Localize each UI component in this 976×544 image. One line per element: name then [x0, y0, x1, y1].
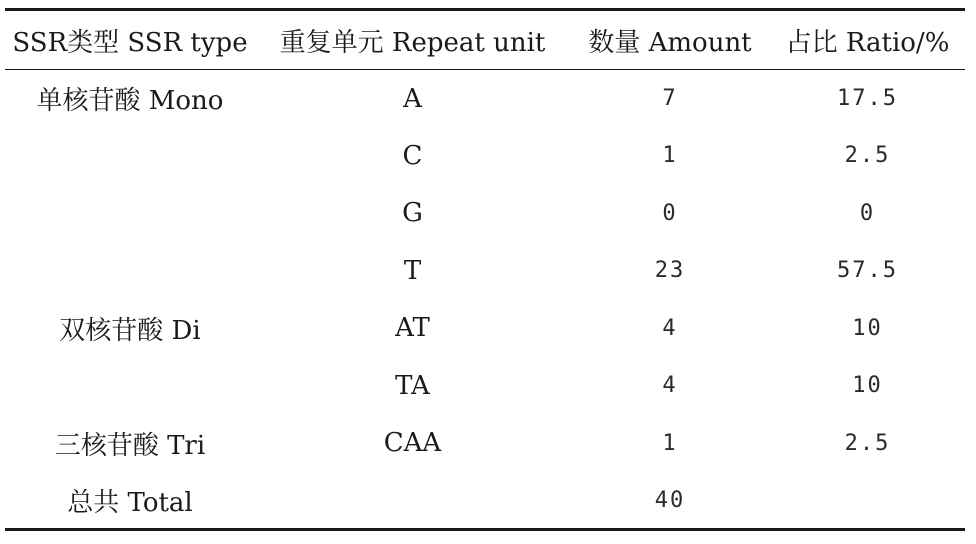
cell-ratio: 2.5	[844, 143, 891, 169]
table-row	[5, 70, 965, 128]
table-row-total	[5, 472, 965, 530]
cell-ratio: 2.5	[844, 430, 891, 456]
cell-ratio	[770, 472, 965, 530]
cell-ratio: 10	[852, 315, 883, 341]
table-header	[5, 10, 965, 70]
cell-amount: 23	[654, 258, 686, 284]
table-row	[5, 300, 965, 358]
cell-repeat-unit: CAA	[383, 428, 442, 459]
cell-amount: 4	[662, 315, 678, 341]
table-row	[5, 357, 965, 415]
cell-ratio: 10	[852, 373, 883, 399]
cell-amount: 1	[662, 430, 678, 456]
cell-ssr-type	[5, 357, 255, 415]
cell-repeat-unit: AT	[395, 313, 430, 344]
cell-amount: 1	[662, 143, 678, 169]
cell-repeat-unit: TA	[395, 370, 430, 401]
cell-amount: 0	[662, 200, 678, 226]
table-row	[5, 185, 965, 243]
cell-ssr-type	[5, 127, 255, 185]
cell-ssr-type: 单核苷酸 Mono	[36, 86, 224, 116]
ssr-table	[5, 8, 965, 531]
table-row	[5, 127, 965, 185]
cell-amount: 7	[662, 86, 678, 111]
cell-amount: 4	[662, 373, 678, 399]
cell-ssr-type: 双核苷酸 Di	[59, 315, 201, 346]
cell-repeat-unit: C	[402, 140, 423, 171]
header-row	[5, 10, 965, 70]
cell-ratio: 57.5	[837, 258, 898, 284]
table-row	[5, 242, 965, 300]
cell-ssr-type: 总共 Total	[5, 472, 255, 530]
header-ratio: 占比 Ratio/%	[770, 10, 965, 70]
cell-repeat-unit: T	[403, 255, 422, 286]
cell-ssr-type: 三核苷酸 Tri	[54, 430, 206, 461]
table-row	[5, 415, 965, 473]
cell-ssr-type	[5, 242, 255, 300]
ssr-table-container	[5, 8, 965, 531]
cell-ratio: 0	[859, 200, 876, 226]
header-repeat-unit: 重复单元 Repeat unit	[255, 10, 570, 70]
cell-repeat-unit: A	[403, 83, 422, 114]
header-ssr-type: SSR类型 SSR type	[5, 10, 255, 70]
cell-ssr-type	[5, 185, 255, 243]
cell-amount: 40	[570, 472, 770, 530]
header-amount: 数量 Amount	[570, 10, 770, 70]
cell-repeat-unit: G	[402, 198, 423, 229]
cell-ratio: 17.5	[837, 86, 898, 111]
table-body	[5, 70, 965, 530]
cell-repeat-unit	[255, 472, 570, 530]
